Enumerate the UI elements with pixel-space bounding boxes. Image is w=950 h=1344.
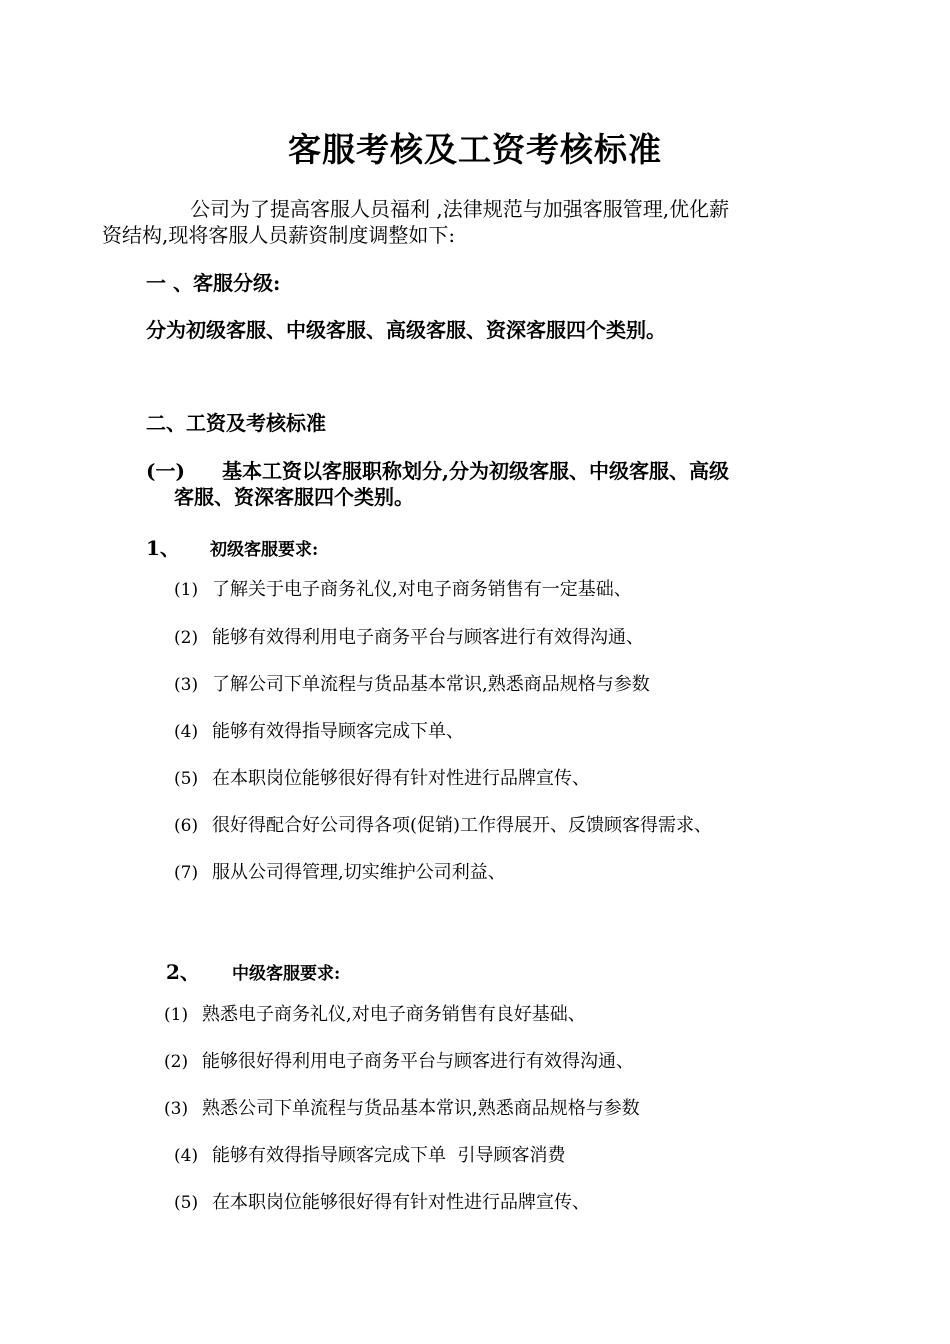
junior-requirements-heading bbox=[146, 532, 318, 561]
section-2-heading: 二、工资及考核标准 bbox=[146, 411, 326, 435]
list-item: (3) 了解公司下单流程与货品基本常识,熟悉商品规格与参数 bbox=[174, 674, 650, 695]
list-item: (6) 很好得配合好公司得各项(促销)工作得展开、反馈顾客得需求、 bbox=[174, 815, 713, 836]
list-item: (2) 能够很好得利用电子商务平台与顾客进行有效得沟通、 bbox=[164, 1051, 634, 1072]
intro-line-1: 公司为了提高客服人员福利 ,法律规范与加强客服管理,优化薪 bbox=[190, 197, 730, 221]
list-item: (1) 了解关于电子商务礼仪,对电子商务销售有一定基础、 bbox=[174, 579, 632, 600]
list-item: (4) 能够有效得指导顾客完成下单、 bbox=[174, 721, 464, 742]
junior-label: 初级客服要求: bbox=[210, 540, 319, 560]
intro-line-2: 资结构,现将客服人员薪资制度调整如下: bbox=[102, 223, 456, 247]
list-item: (2) 能够有效得利用电子商务平台与顾客进行有效得沟通、 bbox=[174, 627, 644, 648]
list-item: (7) 服从公司得管理,切实维护公司利益、 bbox=[174, 862, 506, 883]
middle-number: 2、 bbox=[166, 960, 200, 984]
subsection-1 bbox=[146, 458, 816, 510]
list-item: (1) 熟悉电子商务礼仪,对电子商务销售有良好基础、 bbox=[164, 1004, 586, 1025]
subsection-1-line-2: 客服、资深客服四个类别。 bbox=[174, 485, 414, 509]
subsection-1-number: (一) bbox=[146, 459, 185, 483]
section-1-heading: 一 、客服分级: bbox=[146, 271, 281, 295]
section-1-body: 分为初级客服、中级客服、高级客服、资深客服四个类别。 bbox=[146, 318, 666, 342]
list-item: (3) 熟悉公司下单流程与货品基本常识,熟悉商品规格与参数 bbox=[164, 1098, 640, 1119]
list-item: (4) 能够有效得指导顾客完成下单 引导顾客消费 bbox=[174, 1145, 566, 1166]
list-item: (5) 在本职岗位能够很好得有针对性进行品牌宣传、 bbox=[174, 768, 590, 789]
list-item: (5) 在本职岗位能够很好得有针对性进行品牌宣传、 bbox=[174, 1192, 590, 1213]
middle-requirements-heading bbox=[166, 956, 340, 985]
junior-number: 1、 bbox=[146, 536, 180, 560]
document-title: 客服考核及工资考核标准 bbox=[288, 130, 662, 169]
intro-paragraph bbox=[102, 196, 811, 248]
middle-label: 中级客服要求: bbox=[232, 964, 341, 984]
subsection-1-line-1: 基本工资以客服职称划分,分为初级客服、中级客服、高级 bbox=[222, 459, 729, 483]
